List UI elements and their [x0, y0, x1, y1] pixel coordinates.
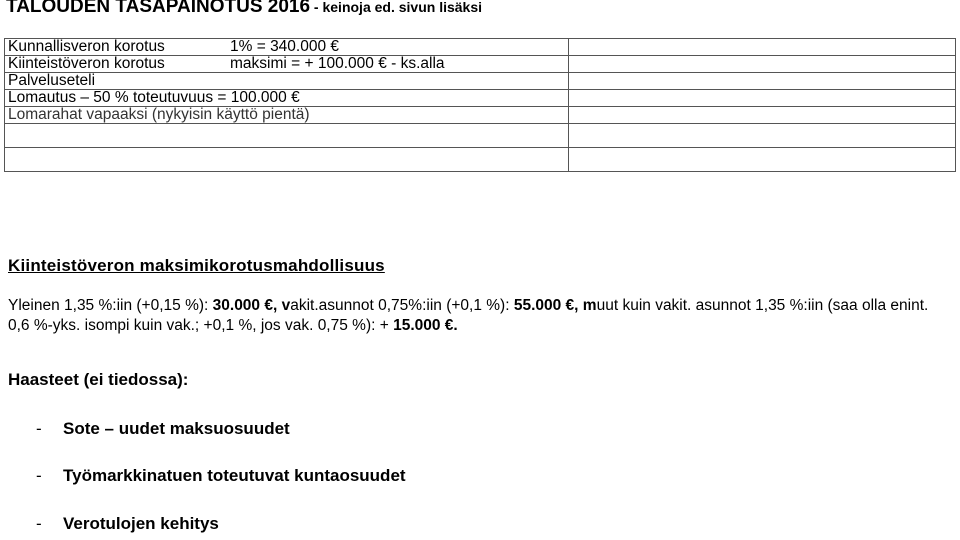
table-cell: Lomautus – 50 % toteutuvuus = 100.000 €	[5, 90, 569, 107]
tax-paragraph: Yleinen 1,35 %:iin (+0,15 %): 30.000 €, vakit.asunnot 0,75%:iin (+0,1 %): 55.000 €, muut kuin vakit. asunnot 1,35 %:iin (saa olla enint. 0,6 %-yks. isompi kuin vak.; +0,1 %, jos vak. 0,75 %): + 15.000 €.	[8, 297, 929, 334]
table-row	[5, 73, 956, 90]
table-cell: Palveluseteli	[5, 73, 569, 90]
table-cell: Lomarahat vapaaksi (nykyisin käyttö pientä)	[5, 107, 569, 124]
table-cell: Kiinteistöveron korotus maksimi = + 100.000 € - ks.alla	[5, 56, 569, 73]
table-row	[5, 39, 956, 56]
table-row	[5, 107, 956, 124]
table-row	[5, 56, 956, 73]
challenges-title: Haasteet (ei tiedossa):	[8, 370, 189, 389]
list-item: - Sote – uudet maksuosuudet	[36, 419, 290, 438]
section-heading: Kiinteistöveron maksimikorotusmahdollisuus	[8, 256, 385, 275]
page-title: TALOUDEN TASAPAINOTUS 2016 - keinoja ed. sivun lisäksi	[6, 0, 483, 17]
table-row-empty	[5, 124, 956, 148]
table-cell: Kunnallisveron korotus 1% = 340.000 €	[5, 39, 569, 56]
table-row	[5, 90, 956, 107]
measures-table	[4, 38, 956, 172]
list-item: - Verotulojen kehitys	[36, 514, 219, 533]
list-item: - Työmarkkinatuen toteutuvat kuntaosuudet	[36, 466, 406, 485]
table-row-empty	[5, 148, 956, 172]
